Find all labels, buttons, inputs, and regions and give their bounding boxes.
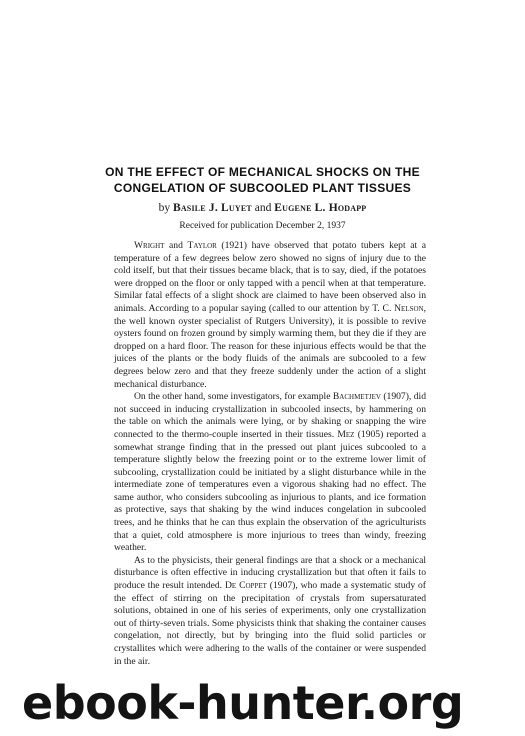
paragraph-text: (1921) have observed that potato tubers kept at a temperature of a few degrees below zero showed no signs of injury due to the cold itself, but that their tissues became black, that is to say, died, if the potatoes were dropped on the floor or only tapped with a pencil when at that temperature. Similar fatal effects of a slight shock are claimed to have been observed also in animals. According to a popular saying (called to our attention by [114,240,426,314]
title-line-2: CONGELATION OF SUBCOOLED PLANT TISSUES [113,181,412,195]
paragraph-text: (1905) reported a somewhat strange finding that in the pressed out plant juices subcooled to a temperature slightly below the freezing point or to the extreme lower limit of subcooling, crystallization could be initiated by a slight disturbance while in the intermediate zone of temperatures even a vigorous shaking had no effect. The same author, who considers subcooling as injurious to plants, and ice formation as protective, says that shaking by the wind induces congelation in subcooled trees, and he thinks that he can thus explain the observation of the agriculturists that a quiet, cold atmosphere is more injurious to trees than windy, freezing weather. [114,428,426,554]
citation-author: Mez [337,428,355,440]
byline [0,202,525,214]
received-date: Received for publication December 2, 1937 [179,221,346,231]
paragraph-text: (1907), did not succeed in inducing crystallization in subcooled insects, by hammering on the table on which the animals were lying, or by shaking or snapping the wire connected to the thermo-couple inserted in their tissues. [114,391,426,440]
paragraph-text: and [169,240,183,251]
byline-and: and [254,202,272,214]
citation-author: Bachmetjev [332,391,381,403]
author-2: Eugene L. Hodapp [274,202,367,214]
citation-author: Wright [134,240,165,251]
article-body [114,240,426,668]
paragraph-2 [114,391,426,555]
paragraph-3 [114,555,426,668]
byline-by: by [158,202,171,214]
paragraph-text: As to the physicists, their general findings are that a shock or a mechanical disturbance is often effective in inducing crystallization but that often it fails to produce the result intended. [114,554,426,592]
citation-author: Taylor [187,240,217,251]
paragraph-text: (1907), who made a systematic study of the effect of stirring on the precipitation of crystals from supersaturated solutions, obtained in one of his series of experiments, only one crystallization out of thirty-seven trials. Some physicists think that shaking the container causes congelation, not directly, but by bringing into the fluid solid particles or crystallites which were adhering to the walls of the container or were suspended in the air. [114,580,427,667]
paragraph-text: On the other hand, some investigators, for example [134,391,331,403]
citation-author: De Coppet [224,580,267,592]
paragraph-1 [114,240,426,391]
citation-author: T. C. Nelson, [372,302,426,314]
author-1: Basile J. Luyet [172,202,252,214]
watermark-text: ebook-hunter.org [22,676,464,730]
paragraph-text: the well known oyster specialist of Rutgers University), it is possible to revive oysters found on frozen ground by simply warming them, but they die if they are dropped on a hard floor. The reason for these injurious effects would be that the juices of the plants or the body fluids of the animals are subcooled to a few degrees below zero and that they freeze suddenly under the action of a slight mechanical disturbance. [114,315,426,390]
title-line-1: ON THE EFFECT OF MECHANICAL SHOCKS ON THE [105,165,420,179]
